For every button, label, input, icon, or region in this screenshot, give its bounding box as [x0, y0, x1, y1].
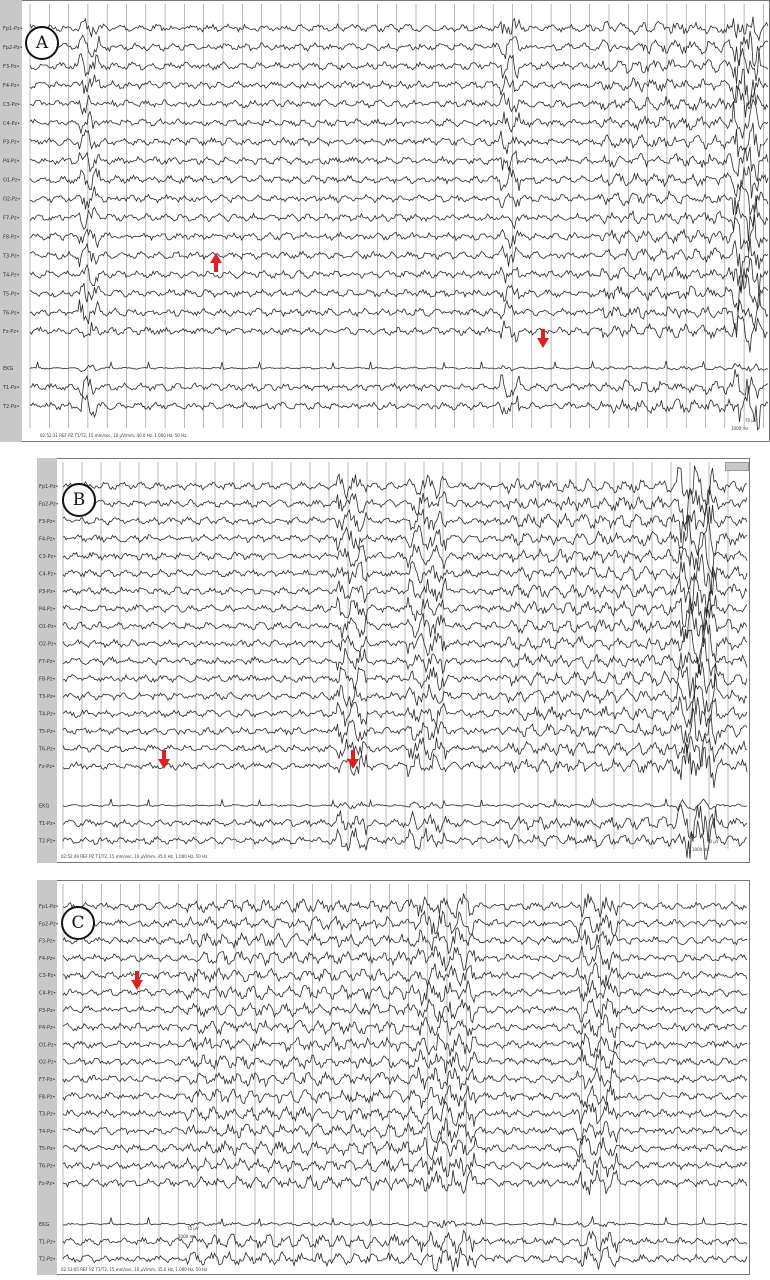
channel-label: F3-Pz•	[39, 519, 56, 525]
channel-label: T5-Pz•	[39, 729, 56, 735]
channel-label: Fp1-Pz•	[3, 26, 23, 32]
channel-label: C4-Pz•	[39, 990, 57, 997]
channel-label: F7-Pz•	[39, 659, 56, 665]
panel-label-a: A	[25, 26, 59, 60]
channel-label: Fp2-Pz•	[3, 44, 23, 51]
channel-label: Fz-Pz•	[39, 764, 55, 770]
channel-label: T6-Pz•	[3, 310, 20, 317]
scale-time-b: 1000 ms	[692, 847, 710, 852]
scale-amplitude-b: 70 μV	[707, 839, 719, 844]
channel-label: P3-Pz•	[39, 1007, 56, 1014]
recording-footer-c: 02:53:05 REF PZ T1/T2, 15 mm/sec, 10 μV/mm, 35.0 Hz, 1.000 Hz, 50 Hz	[61, 1267, 208, 1272]
channel-label: T6-Pz•	[39, 1163, 56, 1170]
channel-label: P4-Pz•	[3, 158, 20, 165]
channel-label: T4-Pz•	[39, 1128, 56, 1135]
channel-label: P4-Pz•	[39, 606, 56, 613]
eeg-traces-a	[0, 0, 770, 442]
channel-label: Fp2-Pz•	[39, 921, 59, 928]
channel-label: Fp1-Pz•	[39, 904, 59, 910]
eeg-traces-b	[37, 458, 750, 863]
channel-label: T3-Pz•	[39, 694, 56, 700]
channel-label: Fz-Pz•	[3, 329, 19, 336]
channel-label: T5-Pz•	[3, 291, 20, 298]
channel-label: C3-Pz•	[3, 101, 21, 108]
eeg-panel-c	[37, 880, 750, 1275]
channel-label: Fz-Pz•	[39, 1180, 55, 1187]
channel-label: F3-Pz•	[39, 938, 56, 945]
channel-label: F7-Pz•	[3, 215, 20, 222]
channel-label: T5-Pz•	[39, 1146, 56, 1153]
channel-label: F4-Pz•	[39, 955, 56, 962]
recording-footer-b: 02:52:49 REF PZ T1/T2, 15 mm/sec, 10 μV/mm, 35.0 Hz, 1.000 Hz, 50 Hz	[61, 854, 208, 859]
scale-time-a: 1000 ms	[731, 426, 749, 431]
channel-label: T2-Pz•	[39, 1256, 56, 1263]
channel-label: C4-Pz•	[39, 571, 57, 578]
panel-label-c: C	[61, 906, 95, 940]
channel-label: F4-Pz•	[3, 82, 20, 89]
channel-label: P3-Pz•	[3, 139, 20, 146]
channel-label: T2-Pz•	[3, 404, 20, 411]
channel-label: O2-Pz•	[39, 641, 57, 648]
recording-footer-a: 02:52:31 REF PZ T1/T2, 15 mm/sec, 10 μV/mm, 40.0 Hz, 1.000 Hz, 50 Hz	[40, 433, 187, 438]
channel-label: T3-Pz•	[3, 253, 20, 260]
channel-label: O2-Pz•	[39, 1059, 57, 1066]
channel-label: F4-Pz•	[39, 536, 56, 543]
channel-label: F8-Pz•	[39, 1094, 56, 1101]
channel-label: F8-Pz•	[3, 234, 20, 241]
channel-label: F7-Pz•	[39, 1077, 56, 1083]
channel-label: EKG	[39, 803, 50, 810]
channel-label: T4-Pz•	[3, 272, 20, 279]
scale-amplitude-a: 70 μV	[745, 418, 757, 423]
corner-box-b	[725, 462, 749, 471]
channel-label: F3-Pz•	[3, 63, 20, 70]
channel-label: O2-Pz•	[3, 196, 21, 203]
channel-label: O1-Pz•	[3, 177, 21, 184]
channel-label: O1-Pz•	[39, 1042, 57, 1049]
channel-label: Fp2-Pz•	[39, 501, 59, 508]
panel-label-b: B	[62, 483, 96, 517]
channel-label: O1-Pz•	[39, 624, 57, 630]
eeg-panel-b	[37, 458, 750, 863]
channel-label: T2-Pz•	[39, 838, 56, 845]
scale-amplitude-c: 70 μV	[187, 1226, 199, 1231]
channel-label: T4-Pz•	[39, 711, 56, 718]
eeg-panel-a	[0, 0, 770, 442]
channel-label: Fp1-Pz•	[39, 484, 59, 490]
channel-label: T1-Pz•	[39, 1239, 56, 1246]
channel-label: T1-Pz•	[39, 821, 56, 827]
scale-time-c: 1000 ms	[178, 1234, 196, 1239]
channel-label: C3-Pz•	[39, 973, 57, 980]
channel-label: T6-Pz•	[39, 746, 56, 753]
channel-label: C4-Pz•	[3, 120, 21, 127]
channel-label: F8-Pz•	[39, 676, 56, 683]
channel-label: EKG	[39, 1222, 50, 1229]
channel-label: T3-Pz•	[39, 1111, 56, 1118]
channel-label: T1-Pz•	[3, 385, 20, 392]
channel-label: P3-Pz•	[39, 589, 56, 595]
channel-label: C3-Pz•	[39, 554, 57, 560]
channel-label: P4-Pz•	[39, 1025, 56, 1032]
channel-label: EKG	[3, 366, 14, 373]
eeg-traces-c	[37, 880, 750, 1275]
panel-frame	[1, 1, 770, 442]
